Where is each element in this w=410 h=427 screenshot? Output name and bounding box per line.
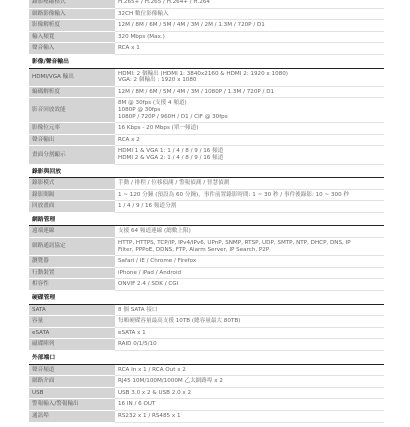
spec-label: 警報輸入/警報輸出 [29,399,115,411]
spec-value-line: 16 Kbps - 20 Mbps (單一頻道) [118,125,199,132]
spec-label: 輸入頻寬 [29,31,115,43]
spec-label: 聲音輸入 [29,43,115,55]
spec-value [115,364,384,376]
section-header [29,351,384,365]
spec-label: HDMI/VGA 輸出 [29,68,115,86]
section-header [29,164,384,178]
section-title: 影像/聲音輸出 [29,54,384,68]
spec-row [29,256,384,268]
spec-value [115,387,384,399]
spec-label: 影音回放效能 [29,98,115,123]
spec-row [29,20,384,32]
section-title: 網路管理 [29,212,384,226]
spec-label: 磁碟陣列 [29,339,115,351]
spec-row [29,339,384,351]
spec-value [115,316,384,328]
spec-value-line: HTTP, HTTPS, TCP/IP, IPv4/IPv6, UPnP, SNMP, RTSP, UDP, SMTP, NTP, DHCP, DNS, IP [118,240,351,247]
spec-value-line: RS232 x 1 / RS485 x 1 [118,412,181,419]
spec-label: 影像解析度 [29,20,115,32]
spec-row [29,238,384,256]
spec-label: 行動裝置 [29,267,115,279]
spec-value-line: RJ45 10M/100M/1000M 乙太網路埠 x 2 [118,378,223,385]
spec-value-line: 320 Mbps (Max.) [118,33,165,40]
spec-row [29,267,384,279]
spec-value-line: 16 IN / 6 OUT [118,401,156,408]
spec-row [29,43,384,55]
spec-row [29,98,384,123]
spec-row [29,0,384,8]
spec-row [29,189,384,201]
spec-value [115,43,384,55]
section-title: 錄影與回放 [29,164,384,178]
spec-row [29,410,384,422]
spec-value-line: 8 個 SATA 接口 [118,306,158,313]
spec-row [29,376,384,388]
spec-label: 網路介面 [29,376,115,388]
spec-value-line: 12M / 8M / 6M / 5M / 4M / 3M / 1080P / 1.3M / 720P / D1 [118,88,275,95]
section-title: 外部端口 [29,351,384,365]
spec-label: 瀏覽器 [29,256,115,268]
spec-value [115,31,384,43]
spec-value-line: HDMI 1 & VGA 1: 1 / 4 / 8 / 9 / 16 頻道 [118,148,224,155]
spec-value-line: 1 ~ 120 分鐘 (預設為 60 分鐘)，事件前置錄影時間: 1 ~ 30 秒 / 事件後錄影: 10 ~ 300 秒 [118,191,350,198]
spec-label: 聲音頻道 [29,364,115,376]
spec-value [115,0,384,8]
spec-value-line: 1080P / 720P / 960H / D1 / CIF @ 30fps [118,113,228,120]
spec-value [115,134,384,146]
spec-row [29,134,384,146]
spec-value-line: HDMI 2 & VGA 2: 1 / 4 / 8 / 9 / 16 頻道 [118,154,224,161]
spec-value [115,98,384,123]
section-title: 硬碟管理 [29,291,384,305]
spec-row [29,226,384,238]
spec-value [115,238,384,256]
spec-row [29,327,384,339]
spec-value [115,410,384,422]
spec-value-line: USB 3.0 x 2 & USB 2.0 x 2 [118,389,192,396]
spec-label: 編碼解析度 [29,86,115,98]
spec-value-line: Safari / IE / Chrome / Firefox [118,258,197,265]
spec-value-line: iPhone / iPad / Android [118,269,182,276]
spec-row [29,201,384,213]
spec-value [115,178,384,190]
spec-label: 遠端連線 [29,226,115,238]
spec-label: eSATA [29,327,115,339]
spec-row [29,387,384,399]
spec-row [29,304,384,316]
spec-value-line: VGA: 2 個輸出 : 1920 x 1080 [118,77,197,84]
spec-value-line: RCA x 1 [118,45,140,52]
spec-label: 容量 [29,316,115,328]
spec-value [115,279,384,291]
spec-row [29,364,384,376]
spec-value [115,20,384,32]
spec-row [29,68,384,86]
spec-label: 回放畫面 [29,201,115,213]
spec-value-line: RAID 0/1/5/10 [118,341,157,348]
spec-row [29,316,384,328]
spec-row [29,279,384,291]
spec-value [115,189,384,201]
spec-value [115,146,384,164]
spec-value-line: 手動 / 排程 / 位移偵測 / 警報偵測 / 智慧偵測 [118,180,230,187]
spec-row [29,31,384,43]
spec-value-line: 12M / 8M / 6M / 5M / 4M / 3M / 2M / 1.3M / 720P / D1 [118,22,265,29]
spec-label: USB [29,387,115,399]
spec-value [115,267,384,279]
spec-value [115,327,384,339]
spec-label: 聲音輸出 [29,134,115,146]
section-header [29,212,384,226]
spec-value [115,376,384,388]
spec-value [115,86,384,98]
spec-value-line: 每顆硬碟容量最高支援 10TB (總容量最大 80TB) [118,318,241,325]
section-header [29,54,384,68]
spec-label: 網路通訊協定 [29,238,115,256]
spec-value [115,339,384,351]
spec-label: 錄影模式 [29,178,115,190]
spec-value [115,68,384,86]
spec-value-line: H.265+ / H.265 / H.264+ / H.264 [118,0,210,5]
spec-row [29,123,384,135]
spec-label: SATA [29,304,115,316]
spec-label: 通訊埠 [29,410,115,422]
spec-label: 網路影像輸入 [29,8,115,20]
spec-row [29,86,384,98]
spec-row [29,399,384,411]
spec-value-line: 32CH 數位影像輸入 [118,10,169,17]
spec-value-line: RCA x 2 [118,136,140,143]
spec-row [29,8,384,20]
spec-label: 影像位元率 [29,123,115,135]
spec-value-line: ONVIF 2.4 / SDK / CGI [118,281,179,288]
spec-value [115,399,384,411]
spec-value-line: Filter, PPPoE, DDNS, FTP, Alarm Server, IP Search, P2P [118,246,270,253]
spec-value-line: eSATA x 1 [118,329,146,336]
spec-label: 相容性 [29,279,115,291]
spec-value [115,123,384,135]
spec-value-line: HDMI: 2 個輸出 (HDMI 1: 3840x2160 & HDMI 2: 1920 x 1080) [118,70,288,77]
spec-value-line: 8M @ 30fps (支援 4 頻道) [118,100,187,107]
spec-value [115,226,384,238]
spec-table [29,0,384,423]
spec-row [29,178,384,190]
spec-label: 錄影間隔 [29,189,115,201]
spec-value-line: 1080P @ 30fps [118,106,161,113]
spec-value [115,304,384,316]
spec-label: 畫面分割顯示 [29,146,115,164]
spec-row [29,146,384,164]
spec-value-line: 支援 64 頻道連線 (總數上限) [118,228,191,235]
spec-label: 錄影壓縮格式 [29,0,115,8]
spec-value-line: 1 / 4 / 9 / 16 頻道分割 [118,203,177,210]
spec-value [115,8,384,20]
spec-value [115,201,384,213]
section-header [29,291,384,305]
spec-value-line: RCA In x 1 / RCA Out x 2 [118,366,186,373]
spec-value [115,256,384,268]
